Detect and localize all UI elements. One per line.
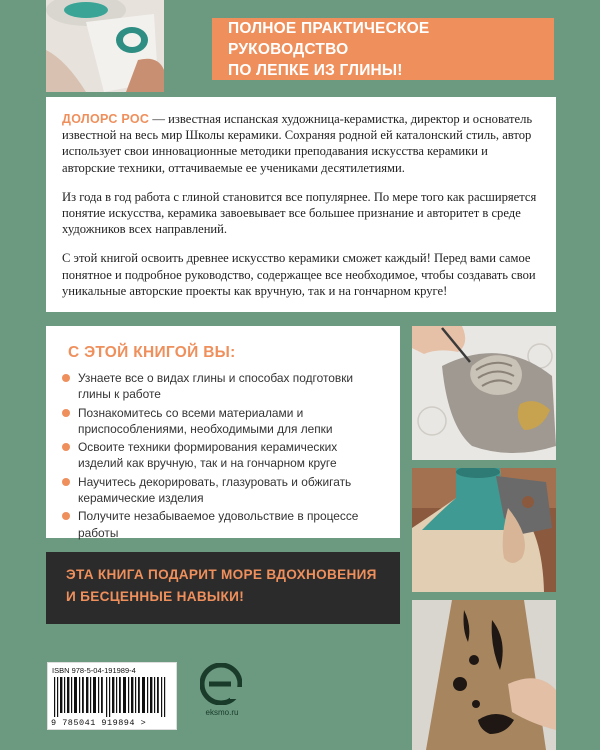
author-name: ДОЛОРС РОС <box>62 112 150 126</box>
feature-item: Научитесь декорировать, глазуровать и обжигать керамические изделия <box>62 474 384 507</box>
bullet-icon <box>62 409 70 417</box>
top-banner <box>212 18 554 80</box>
features-heading: С ЭТОЙ КНИГОЙ ВЫ: <box>68 344 236 361</box>
eksmo-logo-icon <box>200 663 242 705</box>
bottom-banner-line-2: И БЕСЦЕННЫЕ НАВЫКИ! <box>66 589 245 604</box>
bullet-icon <box>62 478 70 486</box>
features-box <box>46 326 400 538</box>
publisher-site: eksmo.ru <box>205 708 239 717</box>
feature-item: Получите незабываемое удовольствие в процессе работы <box>62 508 384 541</box>
top-banner-line-2: ПО ЛЕПКЕ ИЗ ГЛИНЫ! <box>228 61 403 79</box>
top-banner-line-1: ПОЛНОЕ ПРАКТИЧЕСКОЕ РУКОВОДСТВО <box>228 19 430 58</box>
feature-item: Познакомитесь со всеми материалами и приспособлениями, необходимыми для лепки <box>62 405 384 438</box>
photo-carving-plate <box>412 326 556 460</box>
features-list <box>62 370 384 541</box>
photo-pierced-lantern <box>412 600 556 750</box>
intro-paragraph-3: С этой книгой освоить древнее искусство керамики сможет каждый! Перед вами самое понятное и подробное руководство, содержащее все необходимое, чтобы создавать свои уникальные авторские проекты как вручную, так и на гончарном круге! <box>62 251 536 298</box>
barcode-digits: 9 785041 919894 > <box>51 718 147 728</box>
isbn-text: ISBN 978-5-04-191989-4 <box>52 666 136 675</box>
bullet-icon <box>62 374 70 382</box>
bottom-banner <box>46 552 400 624</box>
feature-item: Освоите техники формирования керамических изделий как вручную, так и на гончарном круге <box>62 439 384 472</box>
barcode-bars <box>52 677 172 717</box>
bottom-banner-line-1: ЭТА КНИГА ПОДАРИТ МОРЕ ВДОХНОВЕНИЯ <box>66 567 377 582</box>
bullet-icon <box>62 512 70 520</box>
intro-paragraph-1: ДОЛОРС РОС — известная испанская художница-керамистка, директор и основатель известной на весь мир Школы керамики. Сохраняя родной ей каталонский стиль, автор использует свои инновационные методики преподавания искусства керамики и авторские техники, оттачиваемые ее учениками десятилетиями. <box>62 112 533 175</box>
photo-glazed-cup <box>46 0 164 92</box>
intro-text-box <box>46 97 556 312</box>
barcode-block <box>47 662 177 730</box>
photo-vase-wheel <box>412 468 556 592</box>
intro-paragraph-2: Из года в год работа с глиной становится все популярнее. По мере того как расширяется понятие искусства, керамика завоевывает все большее признание и авторитет в среде художников всех направлений. <box>62 189 537 237</box>
feature-item: Узнаете все о видах глины и способах подготовки глины к работе <box>62 370 384 403</box>
bullet-icon <box>62 443 70 451</box>
